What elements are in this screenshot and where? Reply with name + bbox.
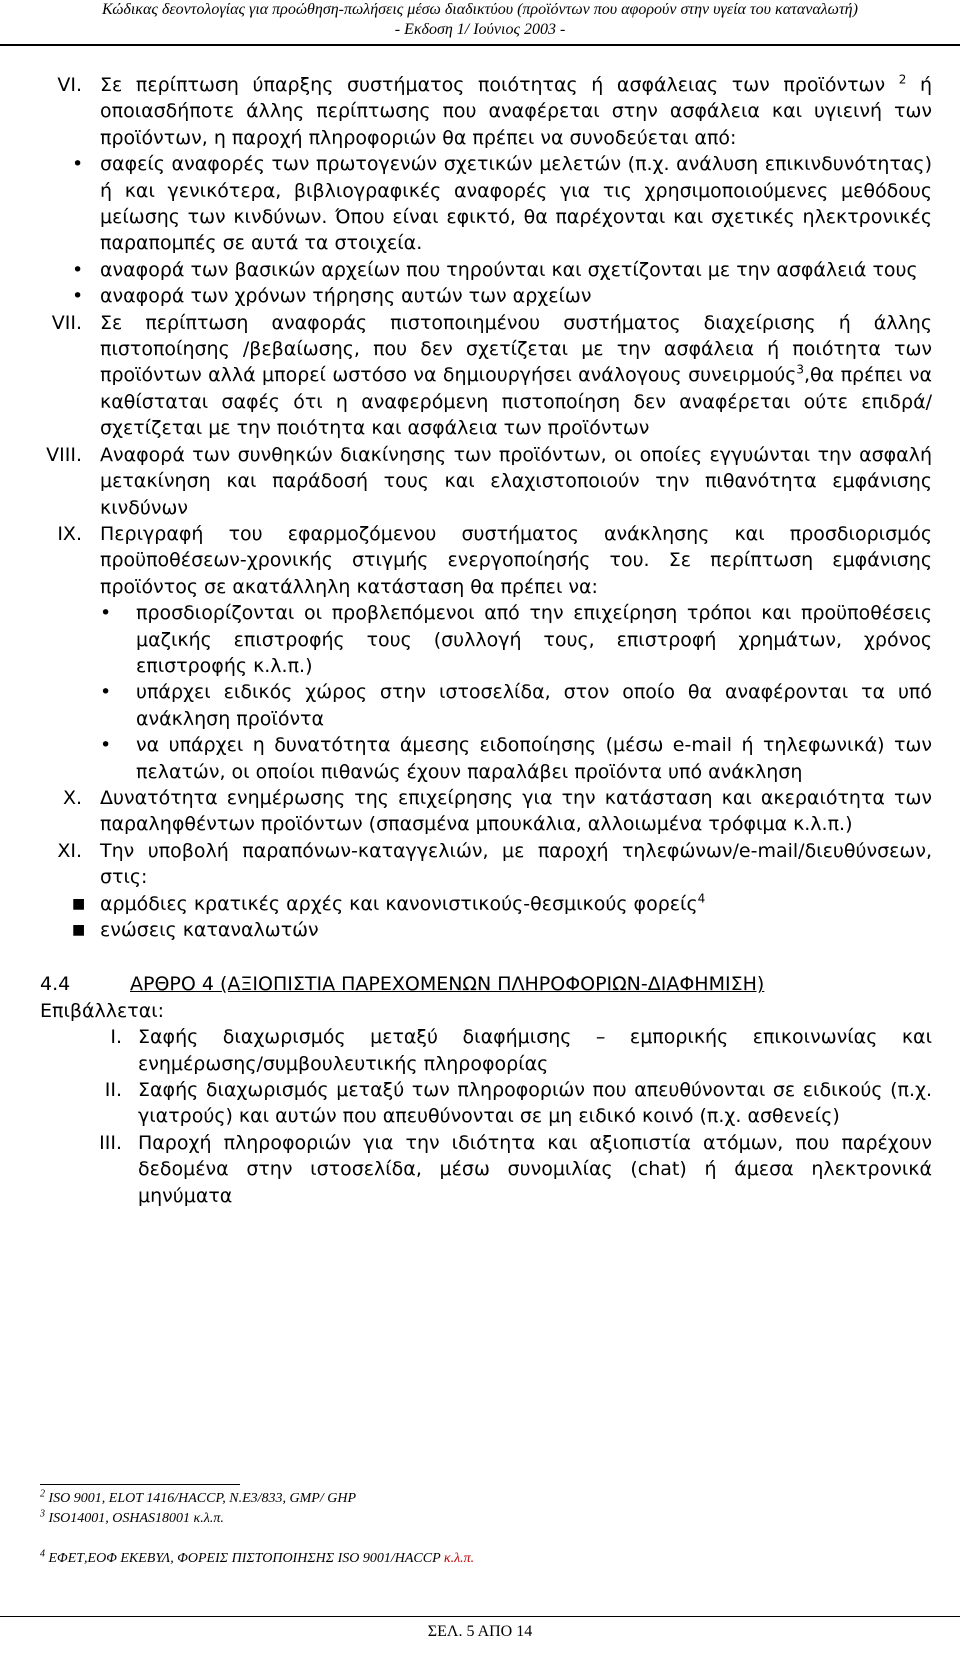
item-number: VII. — [51, 311, 82, 334]
section-heading — [40, 971, 932, 997]
footnote — [40, 1489, 920, 1509]
item-text: Σε περίπτωση αναφοράς πιστοποιημένου συστήματος διαχείρισης ή άλλης πιστοποίησης /βεβαίωσης, που δεν σχετίζεται με την ασφάλεια ή ποιότητα των προϊόντων αλλά μπορεί ωστόσο να δημιουργήσει ανάλογους συνειρμούς — [100, 311, 932, 387]
footnote-mark: 3 — [40, 1508, 45, 1520]
bullet-text: ενώσεις καταναλωτών — [100, 919, 319, 941]
square-bullet-item — [40, 917, 932, 943]
header-edition: - Εκδοση 1/ Ιούνιος 2003 - — [394, 21, 566, 38]
item-text: Περιγραφή του εφαρμοζόμενου συστήματος ανάκλησης και προσδιορισμός προϋποθέσεων-χρονικής στιγμής ενεργοποίησής του. Σε περίπτωση εμφάνισης προϊόντος σε ακατάλληλη κατάσταση θα πρέπει να: — [100, 522, 932, 598]
item-number: VI. — [57, 74, 82, 96]
header-title: Κώδικας δεοντολογίας για προώθηση-πωλήσεις μέσω διαδικτύου (προϊόντων που αφορούν στην υγεία του καταναλωτή) — [102, 1, 858, 18]
square-bullet-item — [40, 891, 932, 917]
item-text: Σαφής διαχωρισμός μεταξύ διαφήμισης – εμπορικής επικοινωνίας και ενημέρωσης/συμβουλευτικής πληροφορίας — [138, 1026, 932, 1075]
footnote-mark: 4 — [40, 1548, 45, 1560]
list-item-viii — [40, 442, 932, 521]
item-number: VIII. — [46, 443, 82, 466]
list-item-vi — [40, 72, 932, 151]
bullet-item — [40, 257, 932, 283]
item-text: Σε περίπτωση ύπαρξης συστήματος ποιότητας ή ασφάλειας των προϊόντων — [100, 74, 886, 96]
list-item-ix — [40, 521, 932, 600]
bullet-text: προσδιορίζονται οι προβλεπόμενοι από την επιχείρηση τρόποι και προϋποθέσεις μαζικής επιστροφής τους (συλλογή τους, επιστροφή χρημάτων, χρόνος επιστροφής κ.λ.π.) — [136, 602, 932, 677]
footnote-divider — [40, 1484, 240, 1485]
bullet-text: να υπάρχει η δυνατότητα άμεσης ειδοποίησης (μέσω e-mail ή τηλεφωνικά) των πελατών, οι οποίοι πιθανώς έχουν παραλάβει προϊόντα υπό ανάκληση — [136, 734, 932, 783]
footnote-ref: 4 — [697, 891, 706, 906]
item-text: Δυνατότητα ενημέρωσης της επιχείρησης για την κατάσταση και ακεραιότητα των παραληφθέντων προϊόντων (σπασμένα μπουκάλια, αλλοιωμένα τρόφιμα κ.λ.π.) — [100, 786, 932, 836]
bullet-item — [40, 732, 932, 785]
square-bullet-icon: ■ — [72, 895, 86, 912]
document-body — [40, 72, 932, 1209]
footnotes — [40, 1484, 920, 1569]
item-number: XI. — [57, 839, 82, 862]
item-text: Αναφορά των συνθηκών διακίνησης των προϊόντων, οι οποίες εγγυώνται την ασφαλή μετακίνηση και παράδοσή τους και ελαχιστοποιούν την πιθανότητα εμφάνισης κινδύνων — [100, 443, 932, 519]
item-text: Την υποβολή παραπόνων-καταγγελιών, με παροχή τηλεφώνων/e-mail/διευθύνσεων, στις: — [100, 839, 932, 889]
item-number: I. — [110, 1026, 122, 1049]
list-item-xi — [40, 838, 932, 891]
bullet-icon: • — [72, 285, 84, 308]
section-intro: Επιβάλλεται: — [40, 999, 165, 1022]
section-number: 4.4 — [40, 973, 71, 996]
bullet-item — [40, 151, 932, 257]
footnote — [40, 1509, 920, 1529]
item-number: II. — [104, 1079, 122, 1102]
item-text: Σαφής διαχωρισμός μεταξύ των πληροφοριών που απευθύνονται σε ειδικούς (π.χ. γιατρούς) και αυτών που απευθύνονται σε μη ειδικό κοινό (π.χ. ασθενείς) — [138, 1079, 932, 1128]
page-header — [0, 0, 960, 46]
item-number: IX. — [57, 522, 82, 545]
item-number: X. — [62, 786, 82, 809]
list-item-vii — [40, 310, 932, 442]
item-text-cont: ,θα πρέπει να καθίσταται σαφές ότι η αναφερόμενη πιστοποίηση δεν αναφέρεται ούτε επιδρά/σχετίζεται με την ποιότητα και ασφάλεια των προϊόντων — [100, 364, 932, 440]
bullet-icon: • — [100, 734, 112, 757]
bullet-icon: • — [100, 602, 112, 625]
bullet-item — [40, 679, 932, 732]
bullet-item — [40, 283, 932, 309]
footnote — [40, 1549, 920, 1569]
list-item-x — [40, 785, 932, 838]
bullet-text: αναφορά των χρόνων τήρησης αυτών των αρχείων — [100, 285, 592, 308]
footnote-mark: 2 — [40, 1488, 45, 1500]
section-title: ΑΡΘΡΟ 4 (ΑΞΙΟΠΙΣΤΙΑ ΠΑΡΕΧΟΜΕΝΩΝ ΠΛΗΡΟΦΟΡΙΩΝ-ΔΙΑΦΗΜΙΣΗ) — [130, 973, 765, 996]
footnote-text: ISO14001, OSHAS18001 κ.λ.π. — [48, 1511, 224, 1526]
bullet-icon: • — [72, 258, 84, 281]
section-item — [40, 1130, 932, 1209]
bullet-icon: • — [72, 153, 84, 176]
bullet-text: σαφείς αναφορές των πρωτογενών σχετικών μελετών (π.χ. ανάλυση επικινδυνότητας) ή και γενικότερα, βιβλιογραφικές αναφορές για τις χρησιμοποιούμενες μεθόδους μείωσης των κινδύνων. Όπου είναι εφικτό, θα παρέχονται και σχετικές ηλεκτρονικές παραπομπές σε αυτά τα στοιχεία. — [100, 153, 932, 255]
bullet-icon: • — [100, 681, 112, 704]
page-footer — [0, 1616, 960, 1641]
item-number: III. — [99, 1131, 122, 1154]
page-number: ΣΕΛ. 5 ΑΠΟ 14 — [427, 1623, 533, 1640]
bullet-text: αναφορά των βασικών αρχείων που τηρούνται και σχετίζονται με την ασφάλειά τους — [100, 258, 918, 281]
footnote-text: ΕΦΕΤ,ΕΟΦ ΕΚΕΒΥΛ, ΦΟΡΕΙΣ ΠΙΣΤΟΠΟΙΗΣΗΣ ISO 9001/HACCP — [48, 1551, 444, 1566]
footnote-ref: 2 — [898, 72, 907, 87]
bullet-text: υπάρχει ειδικός χώρος στην ιστοσελίδα, στον οποίο θα αναφέρονται τα υπό ανάκληση προϊόντα — [136, 681, 932, 730]
section-item — [40, 1024, 932, 1077]
item-text-cont: ή οποιασδήποτε άλλης περίπτωσης που αναφέρεται στην ασφάλεια και υγιεινή των προϊόντων, η παροχή πληροφοριών θα πρέπει να συνοδεύεται από: — [100, 74, 932, 149]
footnote-ref: 3 — [796, 363, 804, 378]
footnote-text: ISO 9001, ELOT 1416/HACCP, N.E3/833, GMP/ GHP — [48, 1491, 356, 1506]
bullet-item — [40, 600, 932, 679]
section-item — [40, 1077, 932, 1130]
item-text: Παροχή πληροφοριών για την ιδιότητα και αξιοπιστία ατόμων, που παρέχουν δεδομένα στην ιστοσελίδα, μέσω συνομιλίας (chat) ή άμεσα ηλεκτρονικά μηνύματα — [138, 1131, 932, 1207]
bullet-text: αρμόδιες κρατικές αρχές και κανονιστικούς-θεσμικούς φορείς — [100, 892, 698, 915]
square-bullet-icon: ■ — [72, 922, 86, 938]
footnote-red-text: κ.λ.π. — [443, 1551, 475, 1566]
